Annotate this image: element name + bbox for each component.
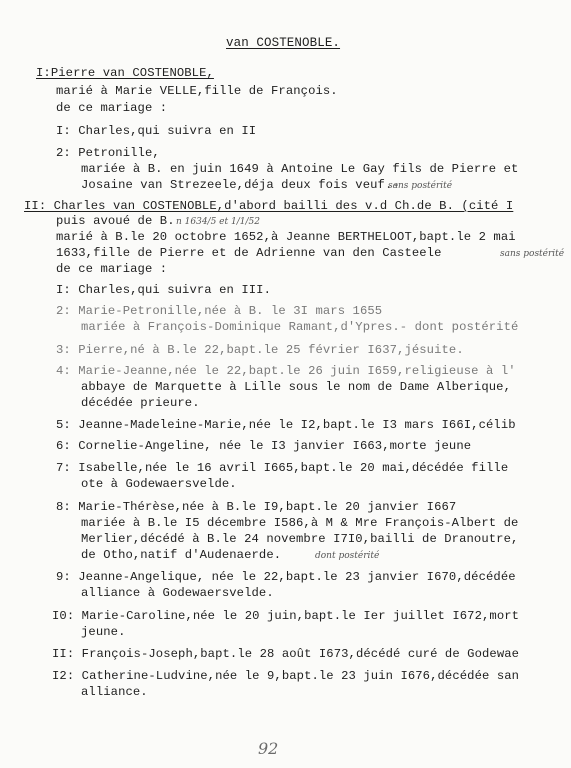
text-line: 8: Marie-Thérèse,née à B.le I9,bapt.le 20 janvier I667 [56,500,457,514]
text-line: Merlier,décédé à B.le 24 novembre I7I0,bailli de Dranoutre, [81,532,519,546]
text-line: mariée à François-Dominique Ramant,d'Ypres.- dont postérité [81,320,519,334]
text-line: I: Charles,qui suivra en III. [56,283,271,297]
text-line: alliance à Godewaersvelde. [81,586,274,600]
text-line: ote à Godewaersvelde. [81,477,237,491]
text-line: 6: Cornelie-Angeline, née le I3 janvier I663,morte jeune [56,439,472,453]
text-line: I2: Catherine-Ludvine,née le 9,bapt.le 23 juin I676,décédée san [52,669,520,683]
text-line: I: Charles,qui suivra en II [56,124,257,138]
text-line: décédée prieure. [81,396,200,410]
text-line: 7: Isabelle,née le 16 avril I665,bapt.le 20 mai,décédée fille [56,461,509,475]
text-line: abbaye de Marquette à Lille sous le nom de Dame Alberique, [81,380,511,394]
page-number: 92 [258,739,279,758]
text-line: alliance. [81,685,148,699]
text-line: mariée à B.le I5 décembre I586,à M & Mre François-Albert de [81,516,519,530]
text-line: 5: Jeanne-Madeleine-Marie,née le I2,bapt.le I3 mars I66I,célib [56,418,516,432]
text-line: 4: Marie-Jeanne,née le 22,bapt.le 26 juin I659,religieuse à l' [56,364,516,378]
text-line: Josaine van Strezeele,déja deux fois veuf.- [81,178,400,192]
text-line: I:Pierre van COSTENOBLE, [36,66,214,80]
handwritten-note: sans postérité [500,249,565,259]
handwritten-note: n 1634/5 et 1/1/52 [176,217,260,227]
text-line: 9: Jeanne-Angelique, née le 22,bapt.le 23 janvier I670,décédée [56,570,516,584]
text-line: II: François-Joseph,bapt.le 28 août I673,décédé curé de Godewae [52,647,520,661]
text-line: de ce mariage : [56,262,168,276]
document-title: van COSTENOBLE. [226,36,341,50]
text-line: 3: Pierre,né à B.le 22,bapt.le 25 février I637,jésuite. [56,343,464,357]
text-line: 1633,fille de Pierre et de Adrienne van den Casteele [56,246,442,260]
text-line: 2: Marie-Petronille,née à B. le 3I mars 1655 [56,304,383,318]
text-line: II: Charles van COSTENOBLE,d'abord bailli des v.d Ch.de B. (cité I [24,199,514,213]
text-line: mariée à B. en juin 1649 à Antoine Le Gay fils de Pierre et [81,162,519,176]
text-line: de Otho,natif d'Audenaerde. [81,548,282,562]
text-line: marié à Marie VELLE,fille de François. [56,84,338,98]
text-line: puis avoué de B. [56,214,175,228]
text-line: jeune. [81,625,126,639]
text-line: 2: Petronille, [56,146,160,160]
handwritten-note: dont postérité [315,551,380,561]
handwritten-note: sans postérité [388,181,453,191]
text-line: de ce mariage : [56,101,168,115]
text-line: marié à B.le 20 octobre 1652,à Jeanne BERTHELOOT,bapt.le 2 mai [56,230,516,244]
text-line: I0: Marie-Caroline,née le 20 juin,bapt.le Ier juillet I672,mort [52,609,520,623]
